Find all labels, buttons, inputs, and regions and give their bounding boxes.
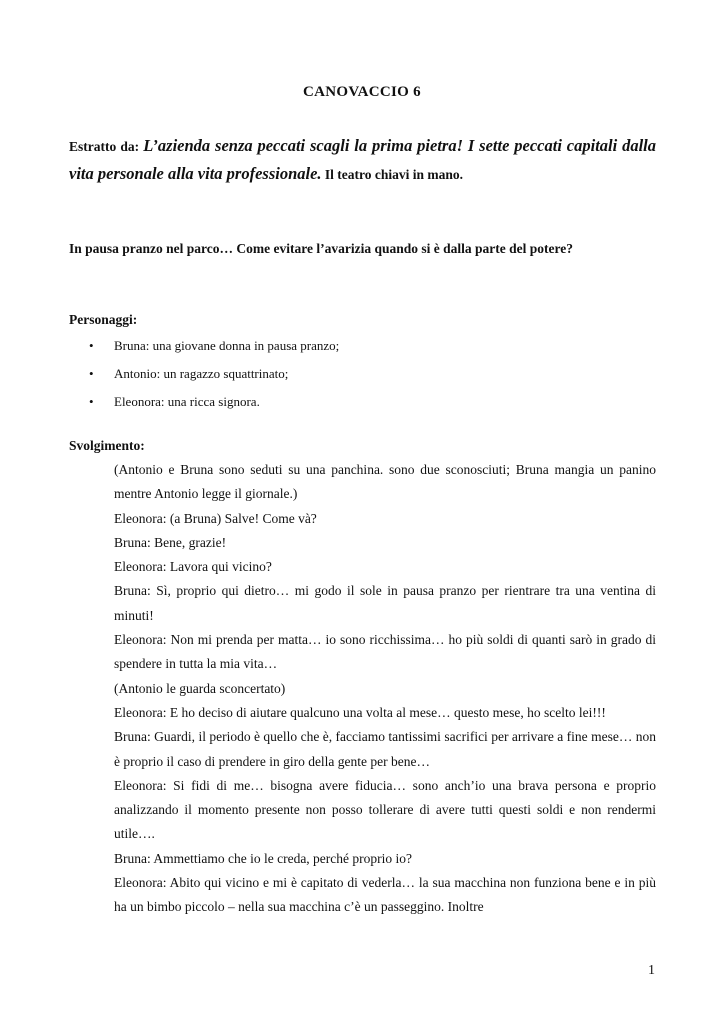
character-text: Antonio: un ragazzo squattrinato; (114, 366, 289, 381)
list-item (85, 391, 339, 419)
scene-subtitle: In pausa pranzo nel parco… Come evitare l’avarizia quando si è dalla parte del potere? (69, 241, 573, 256)
bullet-icon: • (89, 394, 94, 409)
dialogue-line: (Antonio e Bruna sono seduti su una panchina. sono due sconosciuti; Bruna mangia un panino mentre Antonio legge il giornale.) (114, 462, 656, 502)
list-item (85, 335, 339, 363)
dialogue-line: Eleonora: Si fidi di me… bisogna avere fiducia… sono anch’io una brava persona e proprio analizzando il momento presente non posso tollerare di avere tutti questi soldi e non rendermi utile…. (114, 777, 656, 842)
characters-list (85, 335, 339, 419)
extract-tail: Il teatro chiavi in mano. (321, 167, 464, 182)
dialogue-line: Bruna: Bene, grazie! (114, 534, 227, 550)
dialogue-line: Eleonora: E ho deciso di aiutare qualcuno una volta al mese… questo mese, ho scelto lei!!! (114, 704, 606, 720)
personaggi-heading: Personaggi: (69, 312, 138, 327)
bullet-icon: • (89, 366, 94, 381)
page-number: 1 (648, 963, 655, 978)
character-text: Bruna: una giovane donna in pausa pranzo; (114, 338, 340, 353)
dialogue-line: Eleonora: Non mi prenda per matta… io sono ricchissima… ho più soldi di quanti sarò in grado di spendere in tutta la mia vita… (114, 632, 656, 672)
book-title: L’azienda senza peccati scagli la prima pietra! I sette peccati capitali dalla vita personale alla vita professionale. (69, 136, 656, 183)
dialogue-line: Eleonora: Abito qui vicino e mi è capitato di vederla… la sua macchina non funziona bene e in più ha un bimbo piccolo – nella sua macchina c’è un passeggino. Inoltre (114, 875, 656, 915)
bullet-icon: • (89, 338, 94, 353)
extract-lead: Estratto da: (69, 139, 144, 154)
dialogue-line: Bruna: Guardi, il periodo è quello che è, facciamo tantissimi sacrifici per arrivare a fine mese… non è proprio il caso di prendere in giro della gente per bene… (114, 729, 656, 769)
dialogue-line: (Antonio le guarda sconcertato) (114, 680, 286, 696)
document-title: CANOVACCIO 6 (303, 84, 421, 100)
dialogue-line: Eleonora: (a Bruna) Salve! Come và? (114, 510, 317, 526)
dialogue-line: Eleonora: Lavora qui vicino? (114, 559, 272, 575)
dialogue-line: Bruna: Sì, proprio qui dietro… mi godo il sole in pausa pranzo per rientrare tra una ventina di minuti! (114, 583, 656, 623)
dialogue-body (114, 458, 656, 920)
character-text: Eleonora: una ricca signora. (114, 394, 260, 409)
list-item (85, 363, 339, 391)
svolgimento-heading: Svolgimento: (69, 438, 145, 453)
dialogue-line: Bruna: Ammettiamo che io le creda, perché proprio io? (114, 850, 413, 866)
extract-paragraph (69, 132, 656, 188)
